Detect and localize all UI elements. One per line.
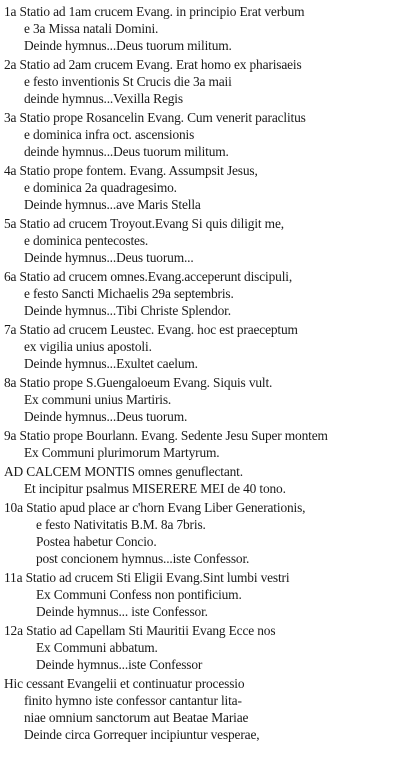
text-line: Ex Communi Confess non pontificium.	[36, 587, 242, 602]
text-line: e dominica 2a quadragesimo.	[24, 180, 177, 195]
text-line: Deinde hymnus...ave Maris Stella	[24, 197, 201, 212]
text-line: Deinde hymnus...Deus tuorum militum.	[24, 38, 232, 53]
text-line: 12a Statio ad Capellam Sti Mauritii Evang Ecce nos	[4, 623, 276, 638]
text-line: 6a Statio ad crucem omnes.Evang.acceperunt discipuli,	[4, 269, 293, 284]
text-line: e dominica pentecostes.	[24, 233, 149, 248]
text-line: e festo Sancti Michaelis 29a septembris.	[24, 286, 234, 301]
text-line: Deinde hymnus...Tibi Christe Splendor.	[24, 303, 231, 318]
text-line: 7a Statio ad crucem Leustec. Evang. hoc est praeceptum	[4, 322, 298, 337]
text-line: Deinde hymnus... iste Confessor.	[36, 604, 208, 619]
text-line: 11a Statio ad crucem Sti Eligii Evang.Sint lumbi vestri	[4, 570, 290, 585]
text-line: Ex communi unius Martiris.	[24, 392, 172, 407]
text-line: 2a Statio ad 2am crucem Evang. Erat homo ex pharisaeis	[4, 57, 302, 72]
text-line: Deinde hymnus...Deus tuorum.	[24, 409, 188, 424]
text-line: finito hymno iste confessor cantantur lita-	[24, 693, 242, 708]
text-line: Et incipitur psalmus MISERERE MEI de 40 tono.	[24, 481, 286, 496]
text-line: e dominica infra oct. ascensionis	[24, 127, 195, 142]
text-line: 4a Statio prope fontem. Evang. Assumpsit Jesus,	[4, 163, 258, 178]
text-line: Deinde circa Gorrequer incipiuntur vesperae,	[24, 727, 260, 742]
text-line: 8a Statio prope S.Guengaloeum Evang. Siquis vult.	[4, 375, 273, 390]
text-line: AD CALCEM MONTIS omnes genuflectant.	[4, 464, 243, 479]
text-line: Postea habetur Concio.	[36, 534, 157, 549]
text-line: 10a Statio apud place ar c'horn Evang Liber Generationis,	[4, 500, 306, 515]
text-line: Ex Communi plurimorum Martyrum.	[24, 445, 220, 460]
text-line: Deinde hymnus...iste Confessor	[36, 657, 203, 672]
text-line: e festo Nativitatis B.M. 8a 7bris.	[36, 517, 206, 532]
text-line: e 3a Missa natali Domini.	[24, 21, 159, 36]
text-line: 1a Statio ad 1am crucem Evang. in principio Erat verbum	[4, 4, 305, 19]
text-line: Deinde hymnus...Deus tuorum...	[24, 250, 194, 265]
text-line: 3a Statio prope Rosancelin Evang. Cum venerit paraclitus	[4, 110, 306, 125]
text-line: e festo inventionis St Crucis die 3a maii	[24, 74, 232, 89]
text-line: post concionem hymnus...iste Confessor.	[36, 551, 250, 566]
text-line: ex vigilia unius apostoli.	[24, 339, 152, 354]
text-line: Ex Communi abbatum.	[36, 640, 158, 655]
text-line: Deinde hymnus...Exultet caelum.	[24, 356, 198, 371]
text-line: 5a Statio ad crucem Troyout.Evang Si quis diligit me,	[4, 216, 284, 231]
text-line: deinde hymnus...Deus tuorum militum.	[24, 144, 229, 159]
text-line: niae omnium sanctorum aut Beatae Mariae	[24, 710, 249, 725]
text-line: deinde hymnus...Vexilla Regis	[24, 91, 183, 106]
text-line: Hic cessant Evangelii et continuatur processio	[4, 676, 245, 691]
text-line: 9a Statio prope Bourlann. Evang. Sedente Jesu Super montem	[4, 428, 328, 443]
